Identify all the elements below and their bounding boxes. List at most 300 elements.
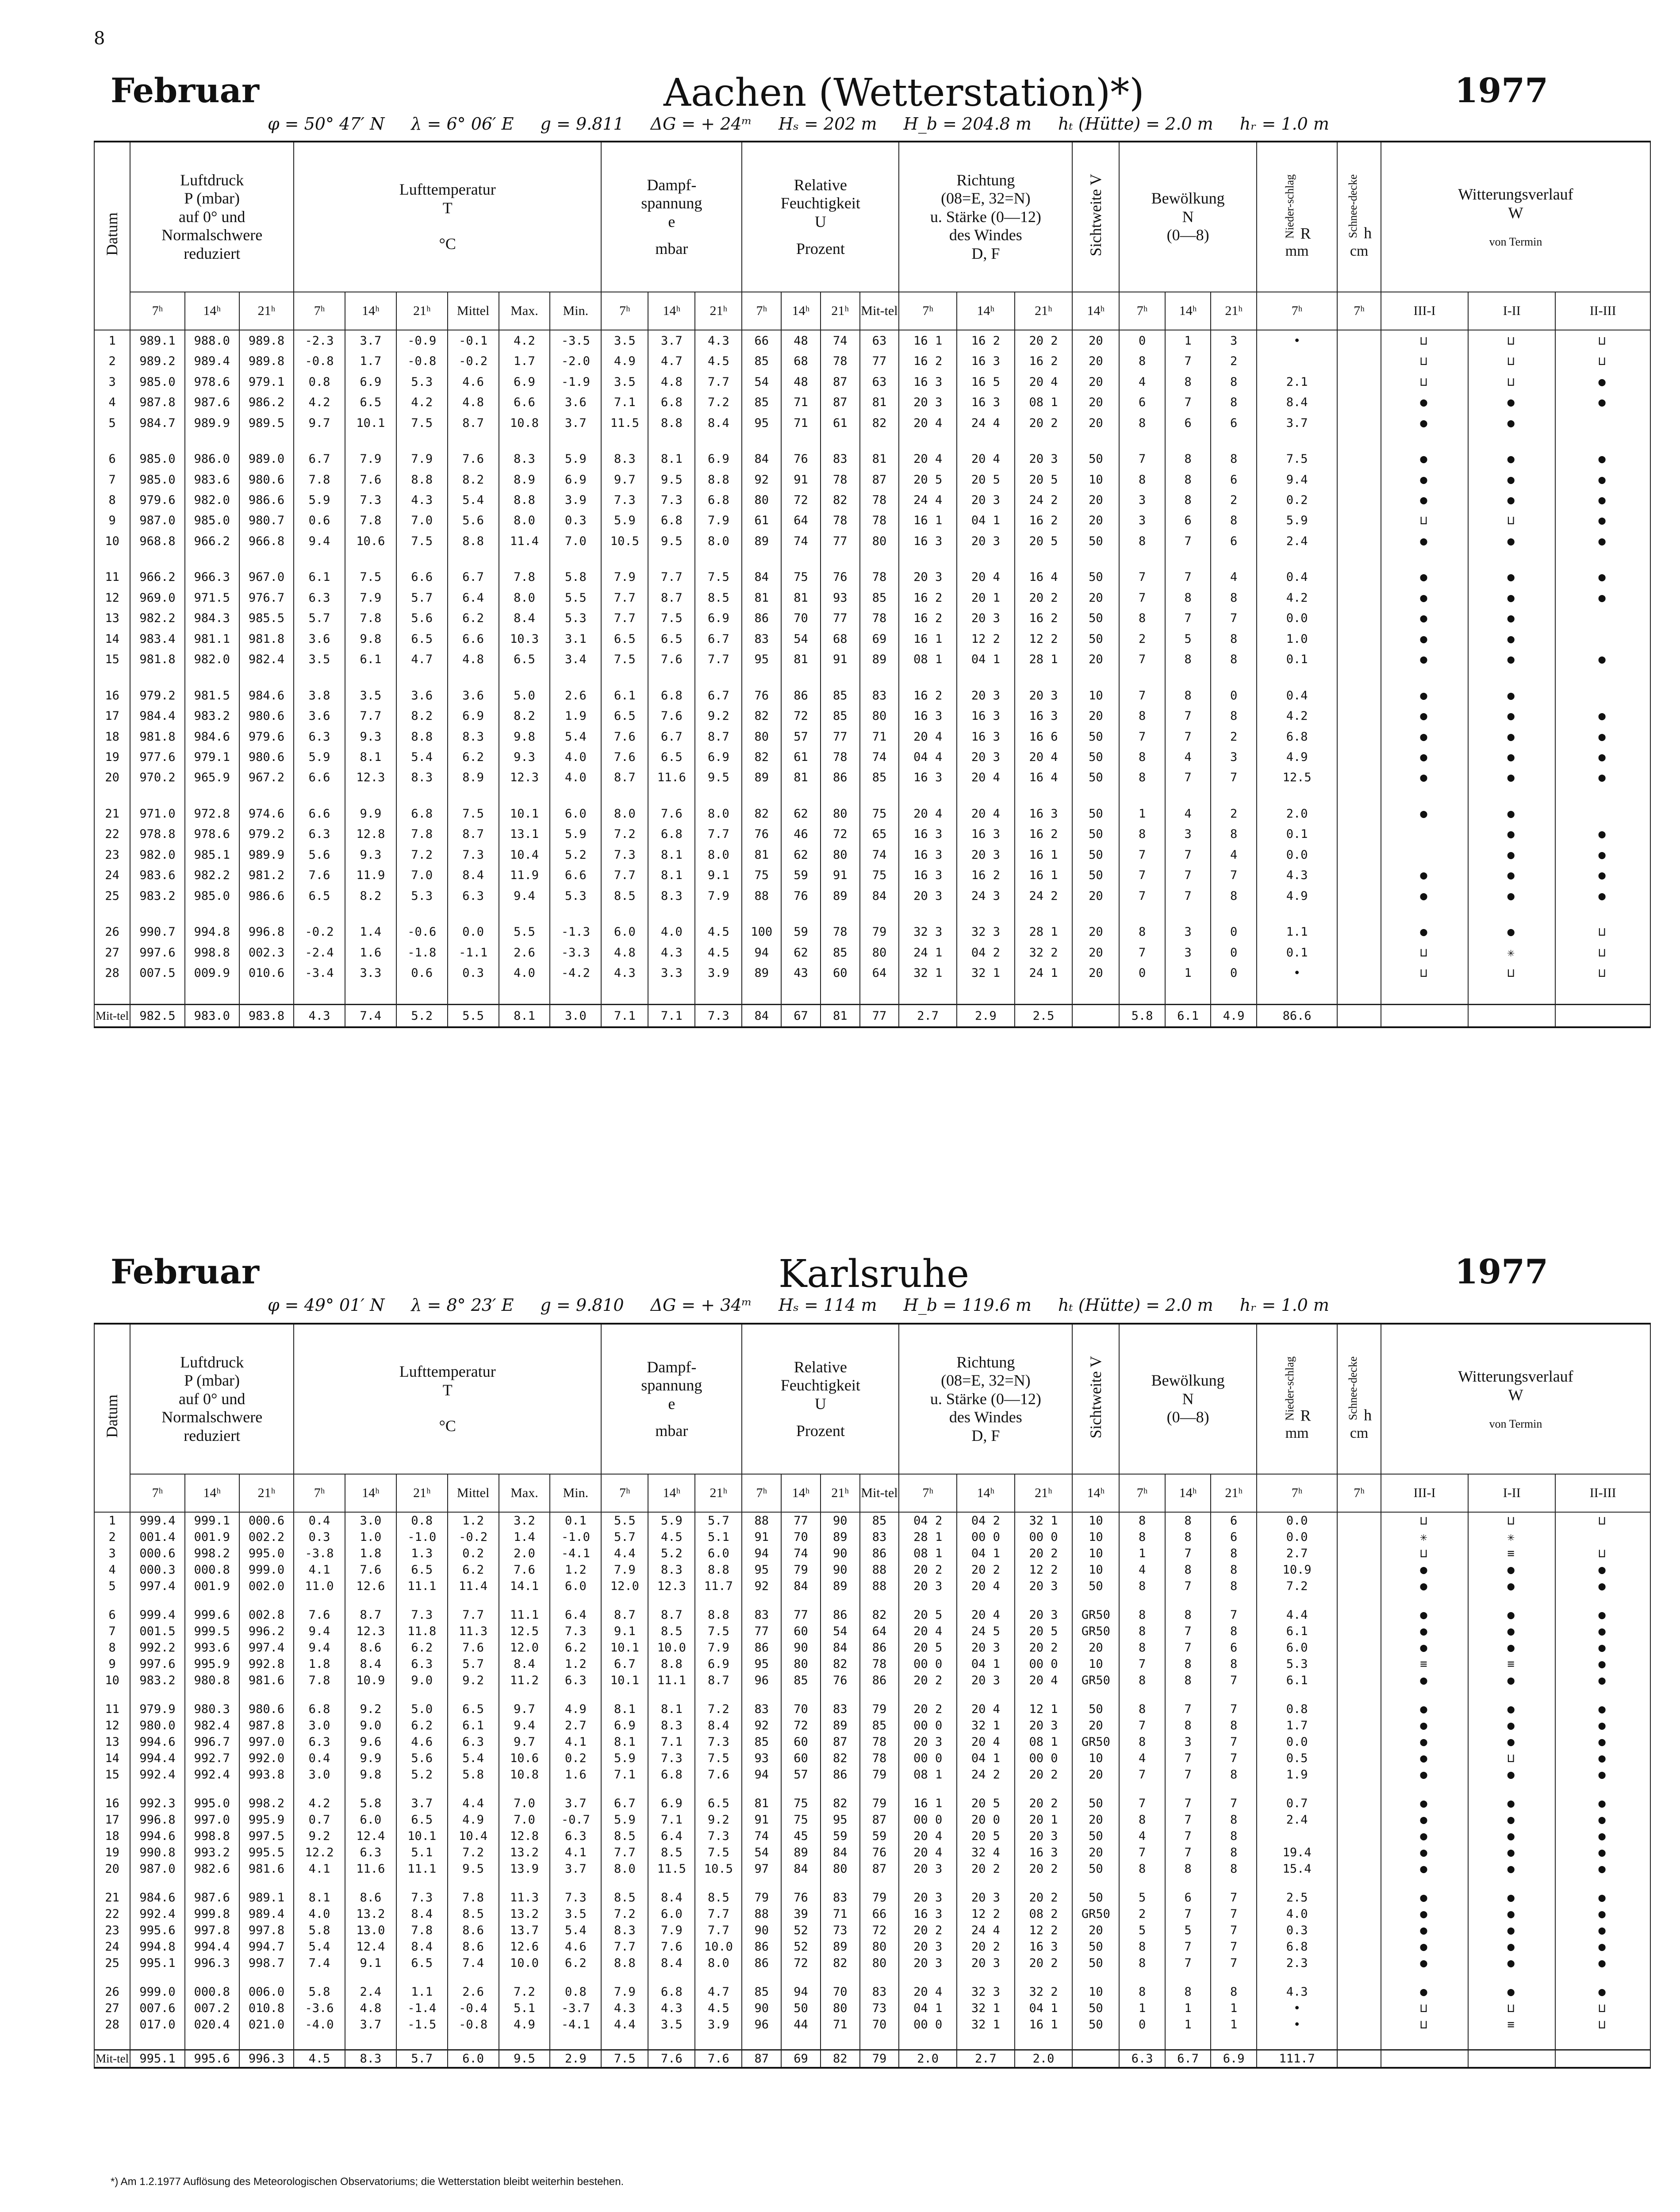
table-cell: 999.1 bbox=[185, 1512, 239, 1529]
table-cell bbox=[1337, 886, 1381, 906]
table-cell: 7 bbox=[1165, 567, 1211, 588]
table-cell: 9.4 bbox=[294, 1640, 345, 1656]
cloud-header: Bewölkung N (0—8) bbox=[1119, 142, 1257, 292]
table-cell: 5 bbox=[94, 1578, 130, 1594]
table-row bbox=[94, 685, 1650, 706]
table-cell: ● bbox=[1468, 706, 1555, 726]
table-cell: ● bbox=[1381, 567, 1468, 588]
table-cell: 8.2 bbox=[396, 706, 448, 726]
table-cell: 7 bbox=[1165, 726, 1211, 747]
table-cell: 20 4 bbox=[899, 726, 957, 747]
table-cell: 20 bbox=[1072, 392, 1119, 413]
table-cell: 989.4 bbox=[239, 1906, 294, 1922]
table-cell: 62 bbox=[781, 803, 821, 824]
table-cell: 001.9 bbox=[185, 1578, 239, 1594]
table-cell: 83 bbox=[860, 1529, 899, 1545]
table-cell: 7.7 bbox=[601, 1844, 648, 1861]
table-cell: 1.0 bbox=[1257, 629, 1337, 649]
table-cell: 999.4 bbox=[130, 1512, 184, 1529]
table-cell: 985.1 bbox=[185, 845, 239, 865]
table-cell: 5 bbox=[1119, 1922, 1165, 1939]
table-cell: 84 bbox=[742, 567, 781, 588]
table-cell: 9.1 bbox=[695, 865, 742, 885]
table-cell: 8 bbox=[1211, 511, 1257, 531]
table-cell: 6.3 bbox=[550, 1672, 601, 1689]
table-cell: ● bbox=[1468, 1717, 1555, 1734]
table-cell: 20 3 bbox=[899, 392, 957, 413]
table-cell: ● bbox=[1381, 649, 1468, 669]
table-cell: 91 bbox=[781, 469, 821, 490]
table-cell bbox=[1337, 531, 1381, 551]
table-cell: 0.3 bbox=[448, 963, 499, 983]
table-cell: 12 bbox=[94, 1717, 130, 1734]
table-cell: 6.0 bbox=[345, 1812, 396, 1828]
table-cell: ⊔ bbox=[1555, 942, 1650, 963]
table-cell: -3.6 bbox=[294, 2000, 345, 2016]
table-cell: 00 0 bbox=[957, 1529, 1015, 1545]
mean-cell: 84 bbox=[742, 1005, 781, 1027]
table-cell: 983.2 bbox=[130, 886, 184, 906]
table-cell: 1.1 bbox=[396, 1984, 448, 2000]
table-cell: 84 bbox=[821, 1640, 860, 1656]
table-cell: 20 bbox=[1072, 942, 1119, 963]
table-cell: 8 bbox=[1211, 1812, 1257, 1828]
table-cell: 80 bbox=[821, 1861, 860, 1877]
table-cell: -1.8 bbox=[396, 942, 448, 963]
table-cell: • bbox=[1257, 963, 1337, 983]
table-cell: 24 1 bbox=[1015, 963, 1073, 983]
table-cell: 7 bbox=[1211, 1889, 1257, 1906]
table-cell: 6.0 bbox=[648, 1906, 695, 1922]
table-cell: 28 bbox=[94, 2016, 130, 2033]
table-cell: 971.5 bbox=[185, 588, 239, 608]
table-cell: 8.5 bbox=[695, 588, 742, 608]
table-cell: 010.6 bbox=[239, 963, 294, 983]
table-cell: 60 bbox=[781, 1623, 821, 1640]
table-cell: 8.4 bbox=[695, 413, 742, 433]
table-cell bbox=[1337, 1750, 1381, 1767]
year-label: 1977 bbox=[1454, 1252, 1548, 1291]
table-cell: 3.6 bbox=[294, 706, 345, 726]
table-cell bbox=[1555, 413, 1650, 433]
table-cell: 992.8 bbox=[239, 1656, 294, 1672]
table-row bbox=[94, 469, 1650, 490]
table-cell: 76 bbox=[821, 567, 860, 588]
table-cell: 8 bbox=[1119, 1734, 1165, 1750]
table-cell: 04 1 bbox=[1015, 2000, 1073, 2016]
table-cell: 20 4 bbox=[1015, 747, 1073, 767]
table-cell: 11.1 bbox=[499, 1607, 550, 1623]
table-cell bbox=[1337, 845, 1381, 865]
table-cell: 95 bbox=[742, 413, 781, 433]
table-cell: 6.0 bbox=[550, 1578, 601, 1594]
mean-cell: 4.5 bbox=[294, 2050, 345, 2068]
table-cell: 3.3 bbox=[345, 963, 396, 983]
table-cell: 989.5 bbox=[239, 413, 294, 433]
table-cell: 984.6 bbox=[185, 726, 239, 747]
table-cell: 8.5 bbox=[601, 1889, 648, 1906]
table-cell: 32 1 bbox=[1015, 1512, 1073, 1529]
table-cell: 82 bbox=[742, 747, 781, 767]
table-cell: 010.8 bbox=[239, 2000, 294, 2016]
table-cell: 6.8 bbox=[648, 824, 695, 845]
table-cell: 50 bbox=[1072, 768, 1119, 788]
table-cell: 87 bbox=[860, 469, 899, 490]
table-cell: 982.2 bbox=[130, 608, 184, 629]
table-row bbox=[94, 649, 1650, 669]
table-cell: 04 1 bbox=[957, 1545, 1015, 1562]
table-cell: ● bbox=[1555, 1701, 1650, 1717]
table-cell: 8 bbox=[1119, 747, 1165, 767]
table-cell: 18 bbox=[94, 1828, 130, 1844]
table-cell: 007.5 bbox=[130, 963, 184, 983]
table-cell: 87 bbox=[860, 1861, 899, 1877]
table-cell: 86 bbox=[742, 1955, 781, 1971]
table-cell: 7 bbox=[1165, 1578, 1211, 1594]
table-cell: 71 bbox=[781, 413, 821, 433]
table-cell: 7.6 bbox=[648, 803, 695, 824]
table-cell: 7 bbox=[1165, 1767, 1211, 1783]
table-cell: 8.1 bbox=[345, 747, 396, 767]
mean-cell: 2.7 bbox=[899, 1005, 957, 1027]
table-cell: 17 bbox=[94, 706, 130, 726]
table-cell: 16 1 bbox=[899, 1795, 957, 1812]
table-cell: 7 bbox=[1211, 608, 1257, 629]
table-cell: 8 bbox=[1119, 1955, 1165, 1971]
table-cell: 5.8 bbox=[550, 567, 601, 588]
table-cell: 5.7 bbox=[601, 1529, 648, 1545]
table-cell: 7.2 bbox=[601, 1906, 648, 1922]
table-row bbox=[94, 1672, 1650, 1689]
table-cell: 5.6 bbox=[448, 511, 499, 531]
table-cell: ● bbox=[1468, 865, 1555, 885]
table-cell: 71 bbox=[821, 1906, 860, 1922]
table-cell: 87 bbox=[821, 372, 860, 392]
table-cell: 79 bbox=[860, 922, 899, 942]
table-cell: 9.2 bbox=[448, 1672, 499, 1689]
table-cell: 16 2 bbox=[1015, 608, 1073, 629]
table-cell: 8.4 bbox=[396, 1939, 448, 1955]
table-cell: 0.5 bbox=[1257, 1750, 1337, 1767]
table-cell: 7 bbox=[1119, 942, 1165, 963]
table-cell: ● bbox=[1555, 1767, 1650, 1783]
table-cell: 3.0 bbox=[294, 1717, 345, 1734]
table-cell: 6.9 bbox=[695, 449, 742, 469]
table-cell: 8 bbox=[1211, 449, 1257, 469]
table-cell: 7.3 bbox=[648, 1750, 695, 1767]
table-cell bbox=[1555, 685, 1650, 706]
table-cell: 8 bbox=[1165, 1607, 1211, 1623]
table-cell: 8.6 bbox=[345, 1640, 396, 1656]
table-cell: 1 bbox=[1119, 2000, 1165, 2016]
table-cell: 80 bbox=[860, 1955, 899, 1971]
table-cell: 50 bbox=[1072, 531, 1119, 551]
table-cell: 59 bbox=[821, 1828, 860, 1844]
table-cell: 6.1 bbox=[345, 649, 396, 669]
table-cell bbox=[1337, 2016, 1381, 2033]
table-cell: 7 bbox=[1211, 768, 1257, 788]
table-cell: 7.9 bbox=[345, 449, 396, 469]
table-cell: 94 bbox=[742, 942, 781, 963]
table-cell: ● bbox=[1468, 922, 1555, 942]
table-cell: ⊔ bbox=[1468, 1512, 1555, 1529]
table-cell: 61 bbox=[781, 747, 821, 767]
table-cell: 16 2 bbox=[1015, 824, 1073, 845]
table-cell: 8 bbox=[1119, 1672, 1165, 1689]
mean-cell: 8.3 bbox=[345, 2050, 396, 2068]
table-cell: ⊔ bbox=[1381, 963, 1468, 983]
table-cell: 6.6 bbox=[294, 768, 345, 788]
table-cell: 22 bbox=[94, 824, 130, 845]
table-cell: 3.9 bbox=[550, 490, 601, 510]
table-cell: 10.4 bbox=[448, 1828, 499, 1844]
table-cell: 5.9 bbox=[648, 1512, 695, 1529]
mean-cell: 5.7 bbox=[396, 2050, 448, 2068]
table-cell: 89 bbox=[781, 1844, 821, 1861]
table-cell: 0.1 bbox=[1257, 942, 1337, 963]
table-row bbox=[94, 886, 1650, 906]
table-cell: 9.8 bbox=[345, 1767, 396, 1783]
table-cell: 04 2 bbox=[957, 942, 1015, 963]
table-cell: 8.8 bbox=[695, 469, 742, 490]
table-cell: 6 bbox=[1211, 531, 1257, 551]
table-cell: 4.9 bbox=[499, 2016, 550, 2033]
table-cell bbox=[1337, 1545, 1381, 1562]
table-cell: 994.8 bbox=[130, 1939, 184, 1955]
table-cell: 0.3 bbox=[294, 1529, 345, 1545]
table-cell: 5.4 bbox=[294, 1939, 345, 1955]
table-cell bbox=[1337, 351, 1381, 372]
table-cell: 7.6 bbox=[648, 649, 695, 669]
table-cell: 4.0 bbox=[550, 768, 601, 788]
table-cell bbox=[1337, 768, 1381, 788]
table-cell: 6 bbox=[94, 1607, 130, 1623]
table-cell: -2.4 bbox=[294, 942, 345, 963]
table-cell: 8 bbox=[1165, 372, 1211, 392]
table-cell: 13 bbox=[94, 1734, 130, 1750]
table-cell: ● bbox=[1555, 845, 1650, 865]
table-cell: 78 bbox=[860, 490, 899, 510]
mean-cell bbox=[1072, 2050, 1119, 2068]
table-cell: -3.4 bbox=[294, 963, 345, 983]
table-cell: ● bbox=[1468, 803, 1555, 824]
table-row bbox=[94, 1984, 1650, 2000]
table-cell: 994.8 bbox=[185, 922, 239, 942]
table-cell: • bbox=[1257, 2016, 1337, 2033]
table-cell: 2.7 bbox=[1257, 1545, 1337, 1562]
table-cell: 94 bbox=[781, 1984, 821, 2000]
table-cell: 7.5 bbox=[695, 1623, 742, 1640]
table-cell: ● bbox=[1468, 392, 1555, 413]
table-cell: 16 3 bbox=[899, 1906, 957, 1922]
table-cell: 08 1 bbox=[899, 1767, 957, 1783]
table-cell: 965.9 bbox=[185, 768, 239, 788]
table-cell: 4 bbox=[1119, 1750, 1165, 1767]
table-cell: 20 3 bbox=[899, 1734, 957, 1750]
table-cell: 82 bbox=[821, 490, 860, 510]
table-cell: -1.9 bbox=[550, 372, 601, 392]
table-cell: 4.9 bbox=[550, 1701, 601, 1717]
table-cell: 74 bbox=[860, 747, 899, 767]
table-cell: 87 bbox=[821, 392, 860, 413]
table-cell: 1.6 bbox=[345, 942, 396, 963]
mean-cell: 995.1 bbox=[130, 2050, 184, 2068]
table-cell: 20 bbox=[1072, 511, 1119, 531]
table-cell: 0 bbox=[1211, 942, 1257, 963]
table-cell: 0 bbox=[1119, 2016, 1165, 2033]
table-cell: 6.9 bbox=[695, 608, 742, 629]
table-cell bbox=[1555, 629, 1650, 649]
table-cell: 6.5 bbox=[448, 1701, 499, 1717]
table-cell: 8 bbox=[1165, 1562, 1211, 1578]
table-cell: ● bbox=[1468, 1562, 1555, 1578]
table-cell: -3.5 bbox=[550, 330, 601, 351]
table-cell: 20 3 bbox=[957, 1889, 1015, 1906]
table-cell: 7.5 bbox=[601, 649, 648, 669]
table-cell: 16 1 bbox=[899, 511, 957, 531]
table-cell: 8 bbox=[1211, 1861, 1257, 1877]
mean-cell: 7.1 bbox=[648, 1005, 695, 1027]
precip-header: Nieder-schlag R mm bbox=[1257, 1324, 1337, 1474]
table-cell: 20 4 bbox=[899, 803, 957, 824]
table-cell: 8 bbox=[1165, 685, 1211, 706]
table-cell bbox=[1337, 1562, 1381, 1578]
table-cell: 8.2 bbox=[345, 886, 396, 906]
table-cell: 4 bbox=[94, 1562, 130, 1578]
table-cell: 24 2 bbox=[957, 1767, 1015, 1783]
table-cell: 13.9 bbox=[499, 1861, 550, 1877]
table-cell: 70 bbox=[781, 608, 821, 629]
table-cell: 7.5 bbox=[695, 1750, 742, 1767]
table-cell: 8.0 bbox=[499, 511, 550, 531]
table-cell bbox=[1337, 608, 1381, 629]
table-cell: 23 bbox=[94, 1922, 130, 1939]
table-cell: ● bbox=[1381, 1767, 1468, 1783]
table-cell: 80 bbox=[860, 706, 899, 726]
table-cell: 5.0 bbox=[499, 685, 550, 706]
table-cell: -3.8 bbox=[294, 1545, 345, 1562]
table-cell: 4.0 bbox=[1257, 1906, 1337, 1922]
table-cell: 5.8 bbox=[345, 1795, 396, 1812]
table-cell: 7.3 bbox=[601, 490, 648, 510]
table-cell: 20 4 bbox=[957, 1734, 1015, 1750]
table-cell: ● bbox=[1381, 726, 1468, 747]
table-cell: 50 bbox=[1072, 1701, 1119, 1717]
table-cell: 4.3 bbox=[601, 963, 648, 983]
table-cell: 979.2 bbox=[130, 685, 184, 706]
table-cell: ● bbox=[1468, 747, 1555, 767]
table-cell: 8 bbox=[1165, 449, 1211, 469]
table-cell: 5.7 bbox=[294, 608, 345, 629]
table-cell: 000.6 bbox=[239, 1512, 294, 1529]
table-cell: ● bbox=[1555, 1750, 1650, 1767]
table-cell: 6.8 bbox=[648, 685, 695, 706]
table-cell: 5.2 bbox=[550, 845, 601, 865]
table-cell: 0 bbox=[1211, 963, 1257, 983]
table-cell: 1.7 bbox=[345, 351, 396, 372]
table-cell: 7 bbox=[1165, 886, 1211, 906]
table-cell: 986.6 bbox=[239, 886, 294, 906]
table-cell: 20 2 bbox=[1015, 588, 1073, 608]
table-cell: 0.8 bbox=[550, 1984, 601, 2000]
table-cell: 9.3 bbox=[345, 726, 396, 747]
table-cell: 20 4 bbox=[957, 449, 1015, 469]
table-cell: 83 bbox=[742, 1701, 781, 1717]
table-cell: 2.4 bbox=[345, 1984, 396, 2000]
table-cell: 9.5 bbox=[695, 768, 742, 788]
table-row bbox=[94, 567, 1650, 588]
table-cell: ● bbox=[1381, 608, 1468, 629]
table-cell: 85 bbox=[742, 1984, 781, 2000]
table-cell: 10.0 bbox=[499, 1955, 550, 1971]
table-cell: 3.0 bbox=[345, 1512, 396, 1529]
table-cell: 978.6 bbox=[185, 372, 239, 392]
table-cell: 20 4 bbox=[899, 449, 957, 469]
table-cell: 20 2 bbox=[899, 1701, 957, 1717]
table-cell: -0.6 bbox=[396, 922, 448, 942]
table-cell: 2 bbox=[1211, 490, 1257, 510]
table-cell: 7.7 bbox=[448, 1607, 499, 1623]
table-cell: 6 bbox=[1119, 392, 1165, 413]
table-cell: 7.8 bbox=[345, 511, 396, 531]
table-cell: 76 bbox=[742, 685, 781, 706]
table-cell: 20 3 bbox=[899, 1578, 957, 1594]
table-cell: 982.0 bbox=[185, 649, 239, 669]
table-cell: 988.0 bbox=[185, 330, 239, 351]
table-cell: 7 bbox=[1211, 1734, 1257, 1750]
table-cell: 6 bbox=[1165, 413, 1211, 433]
table-cell: 6 bbox=[1211, 469, 1257, 490]
table-cell: 8.7 bbox=[601, 1607, 648, 1623]
table-cell: 989.1 bbox=[239, 1889, 294, 1906]
table-cell: 8 bbox=[1119, 1984, 1165, 2000]
table-cell: 90 bbox=[742, 2000, 781, 2016]
table-cell: ⊔ bbox=[1381, 372, 1468, 392]
table-cell: 4.3 bbox=[1257, 1984, 1337, 2000]
table-cell: 9.3 bbox=[499, 747, 550, 767]
table-cell: 0.7 bbox=[294, 1812, 345, 1828]
table-cell: 8.8 bbox=[695, 1607, 742, 1623]
table-cell: 28 1 bbox=[1015, 649, 1073, 669]
table-cell: 3.5 bbox=[550, 1906, 601, 1922]
table-cell: 11.3 bbox=[448, 1623, 499, 1640]
table-cell: 0.4 bbox=[1257, 567, 1337, 588]
mean-cell: 7.1 bbox=[601, 1005, 648, 1027]
table-cell: 20 bbox=[1072, 490, 1119, 510]
table-cell: 74 bbox=[781, 1545, 821, 1562]
table-cell: 16 1 bbox=[1015, 845, 1073, 865]
table-cell: 7.3 bbox=[396, 1889, 448, 1906]
table-cell: 7.8 bbox=[345, 608, 396, 629]
table-cell: 7.9 bbox=[695, 886, 742, 906]
table-cell: 16 3 bbox=[899, 531, 957, 551]
table-cell: 12.6 bbox=[345, 1578, 396, 1594]
table-cell: 20 4 bbox=[957, 1607, 1015, 1623]
table-cell: 8.0 bbox=[695, 1955, 742, 1971]
table-cell: 50 bbox=[1072, 1861, 1119, 1877]
table-cell: ● bbox=[1468, 1607, 1555, 1623]
table-cell: 0.7 bbox=[1257, 1795, 1337, 1812]
table-cell: ● bbox=[1381, 1562, 1468, 1578]
table-cell: 982.4 bbox=[239, 649, 294, 669]
table-cell: 8 bbox=[1119, 1529, 1165, 1545]
table-cell: 11.2 bbox=[499, 1672, 550, 1689]
table-cell: 62 bbox=[781, 942, 821, 963]
table-cell: 6.3 bbox=[448, 886, 499, 906]
table-cell: 20 3 bbox=[957, 845, 1015, 865]
table-cell: 8 bbox=[1211, 1545, 1257, 1562]
table-cell: 82 bbox=[742, 803, 781, 824]
